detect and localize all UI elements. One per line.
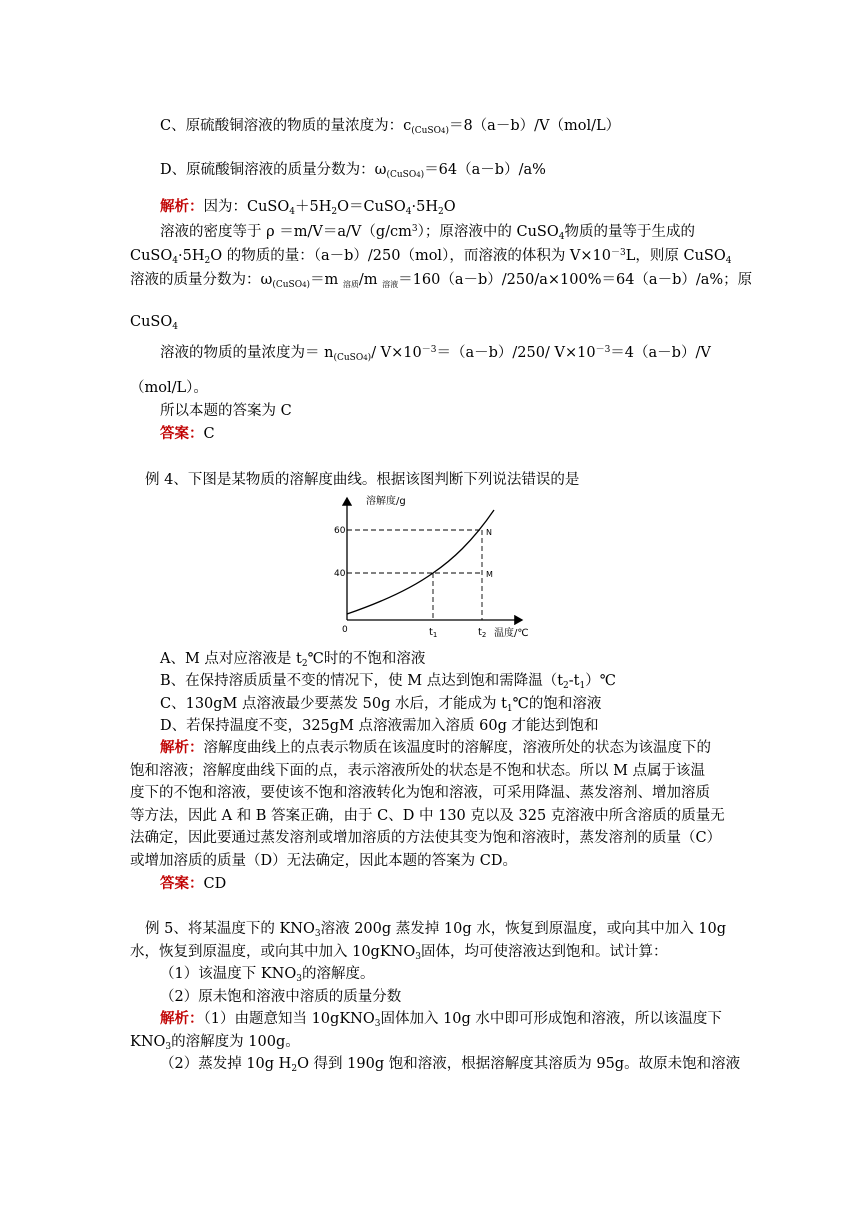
option-c: C、原硫酸铜溶液的物质的量浓度为：$c_{(CuSO4)}=8(a-b)/V(mol/L)$ — [160, 118, 621, 136]
analysis-1-line7: （mol/L）。 — [130, 380, 208, 396]
analysis-2-line3: 度下的不饱和溶液，要使该不饱和溶液转化为饱和溶液，可采用降温、蒸发溶剂、增加溶质 — [130, 785, 710, 801]
analysis-2-line4: 等方法，因此 A 和 B 答案正确，由于 C、D 中 130 克以及 325 克溶液中所含溶质的质量无 — [130, 808, 725, 824]
solubility-curve — [347, 510, 494, 614]
analysis-1-line3: $CuSO_4\cdot 5H_2O$ 的物质的量：（a－b）/250（mol），而溶液的体积为 $V\times 10^{-3}L$，则原 CuSO$_4$ — [130, 248, 732, 266]
example-5-line1: 例 5、将某温度下的 $KNO_3$溶液 200g 蒸发掉 10g 水，恢复到原温度，或向其中加入 10g — [145, 921, 727, 939]
analysis-2-line5: 法确定，因此要通过蒸发溶剂或增加溶质的方法使其变为饱和溶液时，蒸发溶剂的质量（C） — [130, 830, 722, 846]
y-axis-label: 溶解度/g — [366, 496, 406, 507]
analysis-1-line5: CuSO$_4$ — [130, 314, 178, 332]
example-4-question: 例 4、下图是某物质的溶解度曲线。根据该图判断下列说法错误的是 — [145, 472, 580, 488]
question-1: （1）该温度下 $KNO_3$的溶解度。 — [160, 966, 375, 984]
example-5-line2: 水，恢复到原温度，或向其中加入 10gKNO$_3$固体，均可使溶液达到饱和。试计算： — [130, 944, 668, 962]
analysis-3-line2: $KNO_3$的溶解度为 100g。 — [130, 1034, 300, 1052]
analysis-2-line2: 饱和溶液；溶解度曲线下面的点，表示溶液所处的状态是不饱和状态。所以 M 点属于该温 — [130, 763, 706, 779]
option-4c: C、130gM 点溶液最少要蒸发 50g 水后，才能成为 $t_1℃$的饱和溶液 — [160, 696, 602, 714]
analysis-3-line3: （2）蒸发掉 10g $H_2O$ 得到 190g 饱和溶液，根据溶解度其溶质为 95g。故原未饱和溶液 — [160, 1056, 741, 1074]
question-2: （2）原未饱和溶液中溶质的质量分数 — [160, 989, 402, 1005]
answer-2: 答案：CD — [160, 875, 227, 892]
point-m-label: M — [486, 570, 493, 579]
option-4d: D、若保持温度不变，325gM 点溶液需加入溶质 60g 才能达到饱和 — [160, 718, 599, 734]
analysis-2-line6: 或增加溶质的质量（D）无法确定，因此本题的答案为 CD。 — [130, 853, 517, 869]
option-4b: B、在保持溶质质量不变的情况下，使 M 点达到饱和需降温$(t_2-t_1)℃$ — [160, 673, 616, 691]
analysis-1-line4: 溶液的质量分数为：$\omega_{(CuSO4)}=m$ $_{溶质}$/m $_{溶液}$＝160（a－b）/250/a×100%＝64（a－b）/a%；原 — [130, 272, 753, 290]
analysis-1-first: 解析：因为：$CuSO_4+5H_2O=CuSO_4\cdot 5H_2O$ — [160, 198, 456, 217]
xtick-t2: $t_2$ — [478, 627, 487, 639]
ytick-40: 40 — [334, 569, 346, 579]
xtick-t1: $t_1$ — [429, 627, 438, 639]
point-n-label: N — [486, 528, 492, 537]
analysis-1-line6: 溶液的物质的量浓度为＝ $n_{(CuSO4)}/$ $V\times 10^{-3}=(a-b)/250/$ $V\times 10^{-3}=4(a-b)/V$ — [160, 345, 711, 363]
analysis-3-line1: 解析：（1）由题意知当 10gKNO$_3$固体加入 10g 水中即可形成饱和溶液，所以该温度下 — [160, 1010, 722, 1029]
answer-1: 答案：C — [160, 425, 215, 442]
analysis-label: 解析： — [160, 198, 204, 215]
solubility-chart — [332, 490, 532, 640]
option-d: D、原硫酸铜溶液的质量分数为：$\omega_{(CuSO4)}=64(a-b)/a\%$ — [160, 162, 546, 180]
analysis-2-line1: 解析：溶解度曲线上的点表示物质在该温度时的溶解度，溶液所处的状态为该温度下的 — [160, 739, 711, 756]
ytick-60: 60 — [334, 526, 346, 536]
ytick-0: 0 — [342, 625, 348, 635]
option-4a: A、M 点对应溶液是 $t_2℃$时的不饱和溶液 — [160, 651, 426, 669]
analysis-1-line2: 溶液的密度等于 $\rho =m/V=a/V(g/cm^3)$；原溶液中的 CuSO$_4$物质的量等于生成的 — [160, 224, 695, 242]
x-axis-label: 温度/℃ — [494, 628, 529, 639]
analysis-1-line8: 所以本题的答案为 C — [160, 403, 292, 419]
